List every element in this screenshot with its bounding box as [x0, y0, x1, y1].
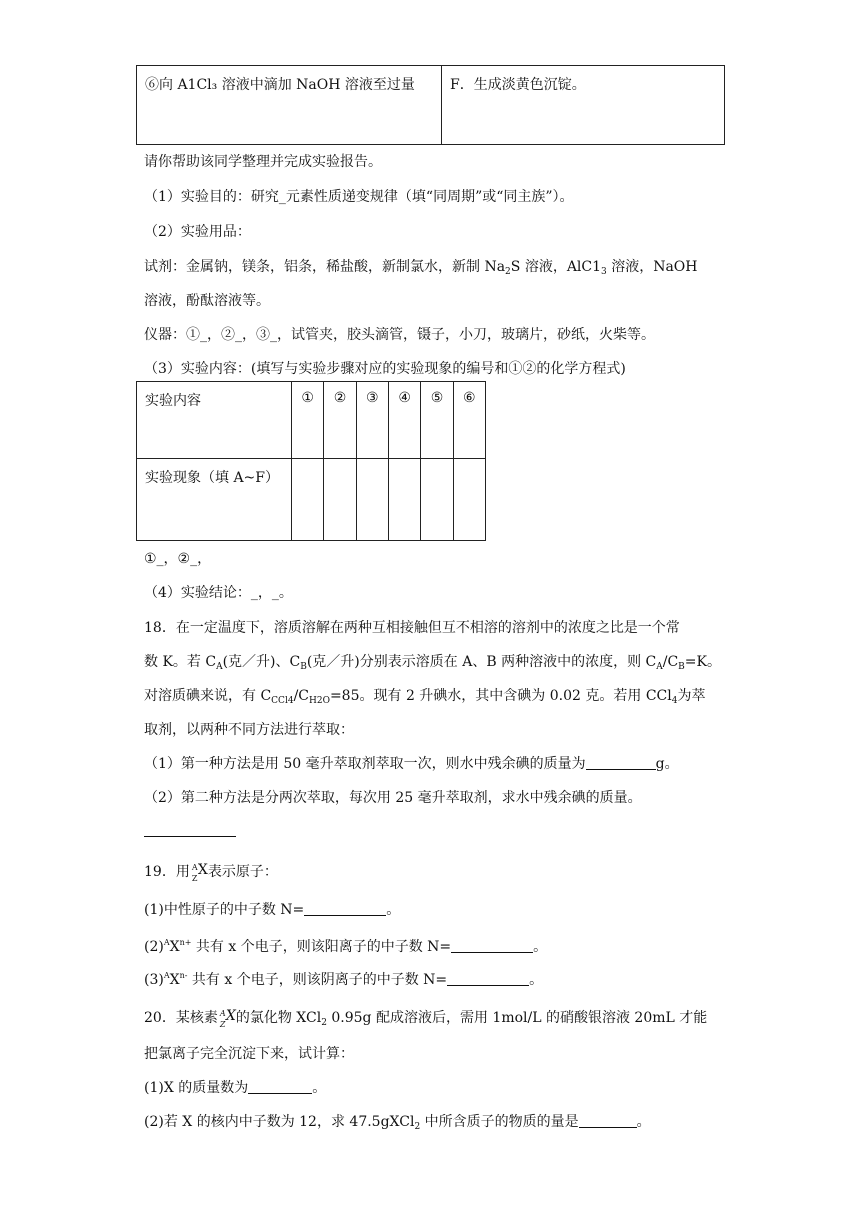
q17-part1: （1）实验目的：研究_元素性质递变规律（填“同周期”或“同主族”）。 [144, 189, 574, 205]
col-6: ⑥ [453, 382, 485, 459]
top-table-left-cell: ⑥向 A1Cl₃ 溶液中滴加 NaOH 溶液至过量 [137, 66, 442, 145]
atomic-number: Z [219, 1020, 226, 1029]
text: g。 [655, 756, 679, 772]
text: 。 [533, 939, 548, 955]
na2s-sub: 2 [505, 267, 511, 277]
isotope-symbol [190, 860, 208, 883]
text: 19．用 [144, 864, 190, 880]
row-phenomenon-label: 实验现象（填 A~F） [137, 459, 292, 541]
experiment-table [136, 381, 486, 541]
q17-intro: 请你帮助该同学整理并完成实验报告。 [144, 154, 382, 170]
text: 的氯化物 XCl [235, 1010, 322, 1026]
answer-cell[interactable] [292, 459, 324, 541]
text: 。 [312, 1080, 327, 1096]
answer-cell[interactable] [453, 459, 485, 541]
col-3: ③ [356, 382, 388, 459]
text: X [169, 939, 180, 955]
q19-line1 [144, 860, 278, 882]
sub: A [216, 662, 223, 672]
answer-line[interactable] [144, 836, 236, 837]
text: 。 [386, 902, 401, 918]
q19-line2 [144, 900, 400, 920]
q18-line2 [144, 652, 721, 677]
sub: CCl4 [271, 696, 294, 706]
answer-blank[interactable] [579, 1113, 637, 1128]
q17-part4: （4）实验结论：_，_。 [144, 585, 293, 601]
q19-line4 [144, 966, 543, 990]
alcl3-sub: 3 [601, 267, 607, 277]
sub: A [656, 662, 663, 672]
mass-number: A [191, 863, 198, 872]
text: 20．某核素 [144, 1010, 218, 1026]
text: 共有 x 个电子，则该阳离子的中子数 N= [191, 939, 452, 955]
text: 为萃 [677, 688, 706, 704]
mass-number: A [219, 1009, 226, 1018]
answer-cell[interactable] [324, 459, 356, 541]
answer-blank[interactable] [586, 755, 656, 770]
text: /C [662, 654, 679, 670]
q17-part3: （3）实验内容：(填写与实验步骤对应的实验现象的编号和①②的化学方程式) [144, 361, 626, 377]
text: 表示原子： [207, 864, 278, 880]
reagents-text-a: 试剂：金属钠，镁条，铝条，稀盐酸，新制氯水，新制 Na [144, 259, 506, 275]
sup: n+ [179, 938, 192, 947]
answer-blank[interactable] [248, 1079, 312, 1094]
text: (克／升)、C [222, 654, 301, 670]
reagents-text-c: 溶液，NaOH [606, 259, 698, 275]
text: =85。现有 2 升碘水，其中含碘为 0.02 克。若用 CCl [329, 688, 672, 704]
element-symbol: X [225, 1008, 236, 1024]
q18-line3 [144, 686, 705, 711]
q17-part2: （2）实验用品： [144, 224, 251, 240]
text: (1)X 的质量数为 [144, 1080, 249, 1096]
answer-blank[interactable] [304, 901, 386, 916]
atomic-number: Z [191, 874, 198, 883]
q20-line4 [144, 1112, 651, 1137]
q17-reagents [144, 257, 698, 282]
q20-line1 [144, 1006, 707, 1033]
col-4: ④ [388, 382, 420, 459]
q19-line3 [144, 933, 547, 957]
col-2: ② [324, 382, 356, 459]
answer-blank[interactable] [451, 938, 533, 953]
text: 数 K。若 C [144, 654, 217, 670]
q18-line1: 18．在一定温度下，溶质溶解在两种互相接触但互不相溶的溶剂中的浓度之比是一个常 [144, 620, 680, 636]
text: X [169, 972, 180, 988]
answer-cell[interactable] [388, 459, 420, 541]
q20-line3 [144, 1078, 326, 1098]
text: (3) [144, 972, 164, 988]
text: =K。 [684, 654, 721, 670]
sub: B [300, 662, 307, 672]
text: （1）第一种方法是用 50 毫升萃取剂萃取一次，则水中残余碘的质量为 [144, 756, 586, 772]
top-table-right-cell: F．生成淡黄色沉锭。 [442, 66, 725, 145]
answer-blank[interactable] [447, 971, 529, 986]
text: 。 [529, 972, 544, 988]
text: 0.95g 配成溶液后，需用 1mol/L 的硝酸银溶液 20mL 才能 [326, 1010, 708, 1026]
text: (2) [144, 939, 164, 955]
reagents-text-b: S 溶液，AlC1 [510, 259, 602, 275]
text: 。 [636, 1114, 651, 1130]
element-symbol: X [197, 862, 208, 878]
text: (克／升)分别表示溶质在 A、B 两种溶液中的浓度，则 C [306, 654, 657, 670]
answer-cell[interactable] [421, 459, 453, 541]
sup: n- [179, 971, 188, 980]
q20-line2: 把氯离子完全沉淀下来，试计算： [144, 1046, 354, 1062]
answer-cell[interactable] [356, 459, 388, 541]
text: (2)若 X 的核内中子数为 12，求 47.5gXCl [144, 1114, 415, 1130]
q18-line6: （2）第二种方法是分两次萃取，每次用 25 毫升萃取剂，求水中残余碘的质量。 [144, 790, 642, 806]
sub: 2 [414, 1122, 421, 1132]
top-table [136, 65, 725, 145]
col-1: ① [292, 382, 324, 459]
q17-reagents-cont: 溶液，酚酞溶液等。 [144, 293, 270, 309]
sup: A [163, 971, 170, 980]
sub: 4 [671, 696, 678, 706]
text: /C [293, 688, 309, 704]
text: 对溶质碘来说，有 C [144, 688, 272, 704]
sub: 2 [321, 1018, 327, 1028]
col-5: ⑤ [421, 382, 453, 459]
sup: A [163, 938, 170, 947]
text: 中所含质子的物质的量是 [420, 1114, 579, 1130]
isotope-symbol [218, 1006, 236, 1029]
q18-line4: 取剂，以两种不同方法进行萃取： [144, 722, 354, 738]
q17-equations: ①_，②_， [144, 551, 212, 567]
text: (1)中性原子的中子数 N= [144, 902, 305, 918]
sub: B [678, 662, 685, 672]
sub: H2O [309, 696, 330, 706]
row-content-label: 实验内容 [137, 382, 292, 459]
text: 共有 x 个电子，则该阴离子的中子数 N= [187, 972, 448, 988]
q17-instruments: 仪器：①_，②_，③_，试管夹，胶头滴管，镊子，小刀，玻璃片，砂纸，火柴等。 [144, 327, 655, 343]
q18-line5 [144, 754, 679, 774]
